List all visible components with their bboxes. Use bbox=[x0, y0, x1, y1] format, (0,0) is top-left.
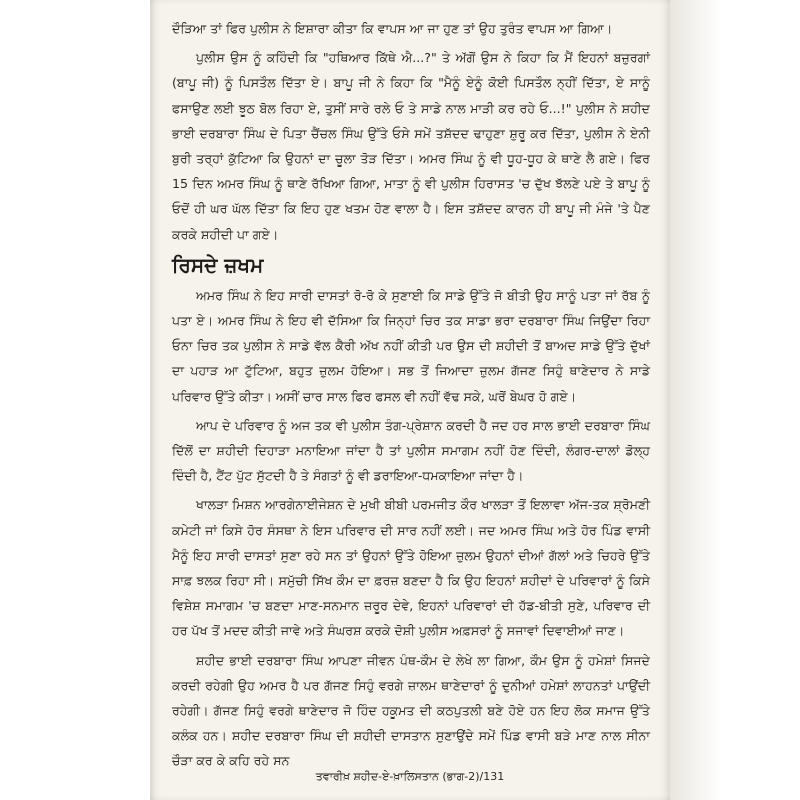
paragraph-4: ਆਪ ਦੇ ਪਰਿਵਾਰ ਨੂੰ ਅਜ ਤਕ ਵੀ ਪੁਲੀਸ ਤੰਗ-ਪ੍ਰੇਸ਼ਾਨ ਕਰਦੀ ਹੈ ਜਦ ਹਰ ਸਾਲ ਭਾਈ ਦਰਬਾਰਾ ਸਿੰਘ ਦਿੱਲੋਂ ਦਾ ਸ਼ਹੀਦੀ ਦਿਹਾੜਾ ਮਨਾਇਆ ਜਾਂਦਾ ਹੈ ਤਾਂ ਪੁਲੀਸ ਸਮਾਗਮ ਨਹੀਂ ਹੋਣ ਦਿੰਦੀ, ਲੰਗਰ-ਦਾਲਾਂ ਡੋਲ੍ਹ ਦਿੰਦੀ ਹੈ, ਟੈਂਟ ਪੁੱਟ ਸੁੱਟਦੀ ਹੈ ਤੇ ਸੰਗਤਾਂ ਨੂੰ ਵੀ ਡਰਾਇਆ-ਧਮਕਾਇਆ ਜਾਂਦਾ ਹੈ। bbox=[172, 417, 650, 484]
book-page bbox=[150, 0, 670, 800]
page-content bbox=[172, 16, 650, 778]
page-footer: ਤਵਾਰੀਖ਼ ਸ਼ਹੀਦ-ਏ-ਖ਼ਾਲਿਸਤਾਨ (ਭਾਗ-2)/131 bbox=[315, 770, 505, 783]
paragraph-5: ਖਾਲੜਾ ਮਿਸ਼ਨ ਆਰਗੇਨਾਈਜੇਸ਼ਨ ਦੇ ਮੁਖੀ ਬੀਬੀ ਪਰਮਜੀਤ ਕੌਰ ਖਾਲੜਾ ਤੋਂ ਇਲਾਵਾ ਅੱਜ-ਤਕ ਸ਼੍ਰੋਮਣੀ ਕਮੇਟੀ ਜਾਂ ਕਿਸੇ ਹੋਰ ਸੰਸਥਾ ਨੇ ਇਸ ਪਰਿਵਾਰ ਦੀ ਸਾਰ ਨਹੀਂ ਲਈ। ਜਦ ਅਮਰ ਸਿੰਘ ਅਤੇ ਹੋਰ ਪਿੰਡ ਵਾਸੀ ਮੈਨੂੰ ਇਹ ਸਾਰੀ ਦਾਸਤਾਂ ਸੁਣਾ ਰਹੇ ਸਨ ਤਾਂ ਉਹਨਾਂ ਉੱਤੇ ਹੋਇਆ ਜ਼ੁਲਮ ਉਹਨਾਂ ਦੀਆਂ ਗੱਲਾਂ ਅਤੇ ਚਿਹਰੇ ਉੱਤੇ ਸਾਫ਼ ਝਲਕ ਰਿਹਾ ਸੀ। ਸਮੁੱਚੀ ਸਿੱਖ ਕੌਮ ਦਾ ਫ਼ਰਜ਼ ਬਣਦਾ ਹੈ ਕਿ ਉਹ ਇਹਨਾਂ ਸ਼ਹੀਦਾਂ ਦੇ ਪਰਿਵਾਰਾਂ ਨੂੰ ਕਿਸੇ ਵਿਸ਼ੇਸ਼ ਸਮਾਗਮ 'ਚ ਬਣਦਾ ਮਾਣ-ਸਨਮਾਨ ਜ਼ਰੂਰ ਦੇਵੇ, ਇਹਨਾਂ ਪਰਿਵਾਰਾਂ ਦੀ ਹੱਡ-ਬੀਤੀ ਸੁਣੇ, ਪਰਿਵਾਰ ਦੀ ਹਰ ਪੱਖ ਤੋਂ ਮਦਦ ਕੀਤੀ ਜਾਵੇ ਅਤੇ ਸੰਘਰਸ਼ ਕਰਕੇ ਦੋਸ਼ੀ ਪੁਲੀਸ ਅਫ਼ਸਰਾਂ ਨੂੰ ਸਜਾਵਾਂ ਦਿਵਾਈਆਂ ਜਾਣ। bbox=[172, 497, 650, 639]
paragraph-1: ਦੌੜਿਆ ਤਾਂ ਫਿਰ ਪੁਲੀਸ ਨੇ ਇਸ਼ਾਰਾ ਕੀਤਾ ਕਿ ਵਾਪਸ ਆ ਜਾ ਹੁਣ ਤਾਂ ਉਹ ਤੁਰੰਤ ਵਾਪਸ ਆ ਗਿਆ। bbox=[172, 21, 613, 36]
background-left bbox=[0, 0, 150, 800]
paragraph-6: ਸ਼ਹੀਦ ਭਾਈ ਦਰਬਾਰਾ ਸਿੰਘ ਆਪਣਾ ਜੀਵਨ ਪੰਥ-ਕੌਮ ਦੇ ਲੇਖੇ ਲਾ ਗਿਆ, ਕੌਮ ਉਸ ਨੂੰ ਹਮੇਸ਼ਾਂ ਸਿਜਦੇ ਕਰਦੀ ਰਹੇਗੀ ਉਹ ਅਮਰ ਹੈ ਪਰ ਗੱਜਣ ਸਿਹੁੰ ਵਰਗੇ ਜ਼ਾਲਮ ਥਾਣੇਦਾਰਾਂ ਨੂੰ ਦੁਨੀਆਂ ਹਮੇਸ਼ਾਂ ਲਾਹਨਤਾਂ ਪਾਉਂਦੀ ਰਹੇਗੀ। ਗੱਜਣ ਸਿਹੁੰ ਵਰਗੇ ਥਾਣੇਦਾਰ ਜੋ ਹਿੰਦ ਹਕੂਮਤ ਦੀ ਕਠਪੁਤਲੀ ਬਣੇ ਹੋਏ ਹਨ ਇਹ ਲੋਕ ਸਮਾਜ ਉੱਤੇ ਕਲੰਕ ਹਨ। ਸ਼ਹੀਦ ਦਰਬਾਰਾ ਸਿੰਘ ਦੀ ਸ਼ਹੀਦੀ ਦਾਸਤਾਨ ਸੁਣਾਉਂਦੇ ਸਮੇਂ ਪਿੰਡ ਵਾਸੀ ਬੜੇ ਮਾਣ ਨਾਲ ਸੀਨਾ ਚੌੜਾ ਕਰ ਕੇ ਕਹਿ ਰਹੇ ਸਨ bbox=[172, 652, 650, 769]
paragraph-2: ਪੁਲੀਸ ਉਸ ਨੂੰ ਕਹਿੰਦੀ ਕਿ "ਹਥਿਆਰ ਕਿੱਥੇ ਐ...?" ਤੇ ਅੱਗੋਂ ਉਸ ਨੇ ਕਿਹਾ ਕਿ ਮੈਂ ਇਹਨਾਂ ਬਜ਼ੁਰਗਾਂ (ਬਾਪੂ ਜੀ) ਨੂੰ ਪਿਸਤੌਲ ਦਿੱਤਾ ਏ। ਬਾਪੂ ਜੀ ਨੇ ਕਿਹਾ ਕਿ "ਮੈਨੂੰ ਏਨੂੰ ਕੋਈ ਪਿਸਤੌਲ ਨ੍ਹੀਂ ਦਿੱਤਾ, ਏ ਸਾਨੂੰ ਫਸਾਉਣ ਲਈ ਝੂਠ ਬੋਲ ਰਿਹਾ ਏ, ਤੁਸੀਂ ਸਾਰੇ ਰਲੇ ਓ ਤੇ ਸਾਡੇ ਨਾਲ ਮਾੜੀ ਕਰ ਰਹੇ ਓ...!" ਪੁਲੀਸ ਨੇ ਸ਼ਹੀਦ ਭਾਈ ਦਰਬਾਰਾ ਸਿੰਘ ਦੇ ਪਿਤਾ ਚੈਂਚਲ ਸਿੰਘ ਉੱਤੇ ਓਸੇ ਸਮੇਂ ਤਸ਼ੱਦਦ ਢਾਹੁਣਾ ਸ਼ੁਰੂ ਕਰ ਦਿੱਤਾ, ਪੁਲੀਸ ਨੇ ਏਨੀ ਬੁਰੀ ਤਰ੍ਹਾਂ ਕੁੱਟਿਆ ਕਿ ਉਹਨਾਂ ਦਾ ਚੂਲਾ ਤੋੜ ਦਿੱਤਾ। ਅਮਰ ਸਿੰਘ ਨੂੰ ਵੀ ਧੂਹ-ਧੂਹ ਕੇ ਥਾਣੇ ਲੈ ਗਏ। ਫਿਰ 15 ਦਿਨ ਅਮਰ ਸਿੰਘ ਨੂੰ ਥਾਣੇ ਰੱਖਿਆ ਗਿਆ, ਮਾਤਾ ਨੂੰ ਵੀ ਪੁਲੀਸ ਹਿਰਾਸਤ 'ਚ ਦੁੱਖ ਝੱਲਣੇ ਪਏ ਤੇ ਬਾਪੂ ਨੂੰ ਓਦੋਂ ਹੀ ਘਰ ਘੱਲ ਦਿੱਤਾ ਕਿ ਇਹ ਹੁਣ ਖਤਮ ਹੋਣ ਵਾਲਾ ਹੈ। ਇਸ ਤਸ਼ੱਦਦ ਕਾਰਨ ਹੀ ਬਾਪੂ ਜੀ ਮੰਜੇ 'ਤੇ ਪੈਣ ਕਰਕੇ ਸ਼ਹੀਦੀ ਪਾ ਗਏ। bbox=[172, 50, 650, 242]
paragraph-3: ਅਮਰ ਸਿੰਘ ਨੇ ਇਹ ਸਾਰੀ ਦਾਸਤਾਂ ਰੋ-ਰੋ ਕੇ ਸੁਣਾਈ ਕਿ ਸਾਡੇ ਉੱਤੇ ਜੋ ਬੀਤੀ ਉਹ ਸਾਨੂੰ ਪਤਾ ਜਾਂ ਰੱਬ ਨੂੰ ਪਤਾ ਏ। ਅਮਰ ਸਿੰਘ ਨੇ ਇਹ ਵੀ ਦੱਸਿਆ ਕਿ ਜਿਨ੍ਹਾਂ ਚਿਰ ਤਕ ਸਾਡਾ ਭਰਾ ਦਰਬਾਰਾ ਸਿੰਘ ਜਿਉਂਦਾ ਰਿਹਾ ਓਨਾ ਚਿਰ ਤਕ ਪੁਲੀਸ ਨੇ ਸਾਡੇ ਵੱਲ ਕੈਰੀ ਅੱਖ ਨਹੀਂ ਕੀਤੀ ਪਰ ਉਸ ਦੀ ਸ਼ਹੀਦੀ ਤੋਂ ਬਾਅਦ ਸਾਡੇ ਉੱਤੇ ਦੁੱਖਾਂ ਦਾ ਪਹਾੜ ਆ ਟੁੱਟਿਆ, ਬਹੁਤ ਜ਼ੁਲਮ ਹੋਇਆ। ਸਭ ਤੋਂ ਜਿਆਦਾ ਜ਼ੁਲਮ ਗੱਜਣ ਸਿਹੁੰ ਥਾਣੇਦਾਰ ਨੇ ਸਾਡੇ ਪਰਿਵਾਰ ਉੱਤੇ ਕੀਤਾ। ਅਸੀਂ ਚਾਰ ਸਾਲ ਫਿਰ ਫਸਲ ਵੀ ਨਹੀਂ ਵੱਢ ਸਕੇ, ਘਰੋਂ ਬੇਘਰ ਹੋ ਗਏ। bbox=[172, 287, 650, 404]
page-edge bbox=[670, 0, 800, 800]
section-heading: ਰਿਸਦੇ ਜ਼ਖਮ bbox=[172, 252, 264, 277]
